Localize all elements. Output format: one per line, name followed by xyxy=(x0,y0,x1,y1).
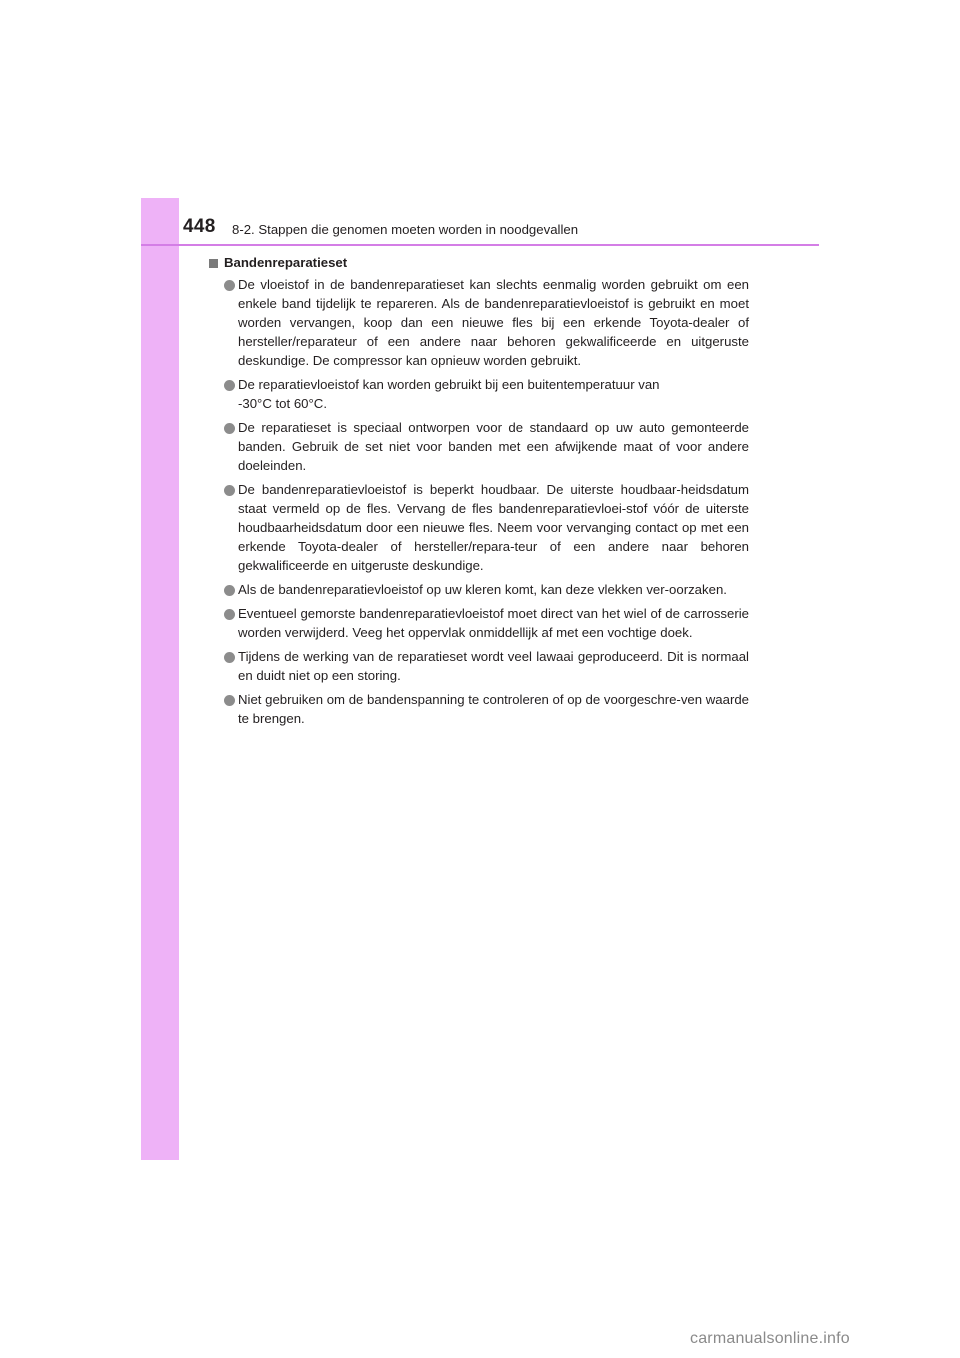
watermark-link[interactable]: carmanualsonline.info xyxy=(690,1330,850,1347)
list-item-text: Tijdens de werking van de reparatieset wordt veel lawaai geproduceerd. Dit is normaal en duidt niet op een storing. xyxy=(238,649,749,683)
list-item xyxy=(209,275,749,370)
round-bullet-icon xyxy=(224,652,235,663)
list-item xyxy=(209,480,749,575)
round-bullet-icon xyxy=(224,280,235,291)
list-item-text: De vloeistof in de bandenreparatieset kan slechts eenmalig worden gebruikt om een enkele band tijdelijk te repareren. Als de bandenreparatievloeistof is gebruikt en moet worden vervangen, koop dan een nieuwe fles bij een erkende Toyota-dealer of hersteller/reparateur of een andere naar behoren gekwalificeerde en uitgeruste deskundige. De compressor kan opnieuw worden gebruikt. xyxy=(238,277,749,368)
list-item xyxy=(209,690,749,728)
main-content xyxy=(209,253,749,733)
list-item-text: De reparatieset is speciaal ontworpen voor de standaard op uw auto gemonteerde banden. Gebruik de set niet voor banden met een afwijkende maat of voor andere doeleinden. xyxy=(238,420,749,473)
list-item xyxy=(209,580,749,599)
list-item-text: Niet gebruiken om de bandenspanning te controleren of op de voorgeschre-ven waarde te brengen. xyxy=(238,692,749,726)
list-item-text: De bandenreparatievloeistof is beperkt houdbaar. De uiterste houdbaar-heidsdatum staat vermeld op de fles. Vervang de fles bandenreparatievloei-stof vóór de uiterste houdbaarheidsdatum door een nieuwe fles. Neem voor vervanging contact op met een erkende Toyota-dealer of hersteller/repara-teur of een andere naar behoren gekwalificeerde en uitgeruste deskundige. xyxy=(238,482,749,573)
round-bullet-icon xyxy=(224,380,235,391)
round-bullet-icon xyxy=(224,585,235,596)
list-item-text: Eventueel gemorste bandenreparatievloeistof moet direct van het wiel of de carrosserie worden verwijderd. Veeg het oppervlak onmiddellijk af met een vochtige doek. xyxy=(238,606,749,640)
section-heading xyxy=(209,253,749,273)
chapter-title: 8-2. Stappen die genomen moeten worden in noodgevallen xyxy=(232,222,579,237)
list-item-text: De reparatievloeistof kan worden gebruikt bij een buitentemperatuur van -30°C tot 60°C. xyxy=(238,377,660,411)
round-bullet-icon xyxy=(224,423,235,434)
list-item xyxy=(209,418,749,475)
list-item xyxy=(209,375,749,413)
section-heading-text: Bandenreparatieset xyxy=(224,255,348,270)
list-item xyxy=(209,604,749,642)
round-bullet-icon xyxy=(224,485,235,496)
square-bullet-icon xyxy=(209,259,218,268)
bullet-list xyxy=(209,275,749,728)
round-bullet-icon xyxy=(224,695,235,706)
header-divider xyxy=(141,244,819,246)
list-item-text: Als de bandenreparatievloeistof op uw kleren komt, kan deze vlekken ver-oorzaken. xyxy=(238,582,727,597)
list-item xyxy=(209,647,749,685)
chapter-sidebar-tab xyxy=(141,198,179,1160)
page-number: 448 xyxy=(183,216,216,237)
round-bullet-icon xyxy=(224,609,235,620)
